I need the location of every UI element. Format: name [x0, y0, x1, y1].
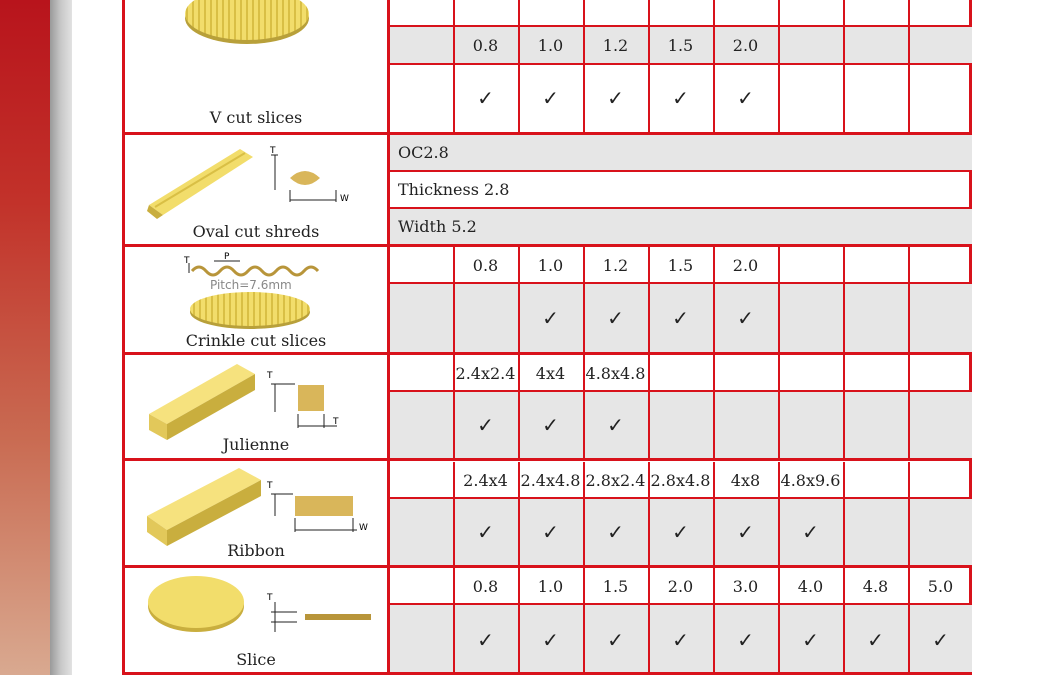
- check-mark: ✓: [867, 627, 884, 652]
- crinkle-wave-diagram: [182, 253, 332, 293]
- v-cut-row-label: [388, 64, 453, 132]
- slice-header-cell: [388, 568, 453, 604]
- product-label-crinkle: Crinkle cut slices: [185, 331, 327, 350]
- table-border-vertical: [713, 0, 715, 132]
- table-border-vertical: [583, 247, 585, 352]
- table-border-horizontal: [388, 63, 972, 65]
- table-border-horizontal: [388, 207, 972, 209]
- table-border-vertical: [778, 568, 780, 675]
- table-border-vertical: [453, 355, 455, 458]
- check-mark: ✓: [737, 305, 754, 330]
- crinkle-size-value: 1.0: [537, 255, 564, 275]
- table-border-vertical: [778, 462, 780, 565]
- check-mark: ✓: [737, 627, 754, 652]
- ribbon-cross-section-diagram: [265, 478, 375, 533]
- ribbon-size-value: 2.4x4: [463, 470, 508, 490]
- table-border-vertical: [843, 568, 845, 675]
- table-border-horizontal: [388, 170, 972, 172]
- v-cut-thickness-value: 0.8: [472, 36, 499, 55]
- table-border-vertical: [713, 355, 715, 458]
- thickness-letter: T: [267, 593, 273, 603]
- table-border-horizontal: [388, 25, 972, 27]
- v-cut-thickness-value: 1.5: [667, 36, 694, 55]
- table-border-vertical: [518, 247, 520, 352]
- oval-spec-thickness: Thickness 2.8: [398, 180, 510, 199]
- table-border-horizontal: [122, 458, 972, 461]
- table-border-horizontal: [122, 132, 972, 135]
- table-border-vertical: [778, 0, 780, 132]
- table-border-vertical: [908, 355, 910, 458]
- check-mark: ✓: [542, 86, 559, 110]
- table-border-vertical: [908, 568, 910, 675]
- table-border-vertical: [713, 568, 715, 675]
- ribbon-size-value: 4x8: [730, 470, 761, 490]
- table-border-vertical: [583, 568, 585, 675]
- crinkle-pitch-label: Pitch=7.6mm: [210, 278, 292, 292]
- thickness-letter: T: [333, 417, 339, 427]
- check-mark: ✓: [477, 86, 494, 110]
- table-border-vertical: [908, 462, 910, 565]
- table-border-vertical: [453, 247, 455, 352]
- check-mark: ✓: [672, 519, 689, 544]
- table-border-vertical: [648, 247, 650, 352]
- check-mark: ✓: [802, 519, 819, 544]
- julienne-size-value: 2.4x2.4: [455, 363, 516, 383]
- table-border-vertical: [843, 462, 845, 565]
- check-mark: ✓: [542, 627, 559, 652]
- ribbon-size-value: 2.4x4.8: [520, 470, 581, 490]
- table-border-vertical: [843, 247, 845, 352]
- ribbon-size-value: 2.8x2.4: [585, 470, 646, 490]
- julienne-header-cell: [388, 355, 453, 391]
- table-border-vertical: [518, 568, 520, 675]
- table-border-vertical: [518, 462, 520, 565]
- table-border-horizontal: [388, 282, 972, 284]
- slice-size-value: 3.0: [732, 576, 759, 596]
- check-mark: ✓: [802, 627, 819, 652]
- slice-size-value: 4.8: [862, 576, 889, 596]
- table-border-horizontal: [388, 390, 972, 392]
- oval-shred-stick-illustration: [145, 145, 255, 220]
- crinkle-size-value: 0.8: [472, 255, 499, 275]
- check-mark: ✓: [607, 519, 624, 544]
- crinkle-slice-illustration: [187, 290, 317, 330]
- slice-disc-illustration: [145, 574, 250, 636]
- table-border-vertical: [908, 0, 910, 132]
- table-border-vertical: [713, 462, 715, 565]
- product-label-ribbon: Ribbon: [227, 541, 285, 560]
- oval-cross-section-diagram: [268, 146, 358, 205]
- check-mark: ✓: [477, 627, 494, 652]
- check-mark: ✓: [477, 519, 494, 544]
- table-border-vertical: [453, 0, 455, 132]
- crinkle-size-value: 1.2: [602, 255, 629, 275]
- ribbon-header-cell: [388, 462, 453, 498]
- julienne-size-value: 4x4: [535, 363, 566, 383]
- julienne-stick-illustration: [145, 362, 265, 442]
- table-border-horizontal: [388, 497, 972, 499]
- ribbon-bar-illustration: [143, 466, 263, 551]
- table-border-vertical: [778, 247, 780, 352]
- check-mark: ✓: [672, 305, 689, 330]
- thickness-letter: T: [267, 481, 273, 491]
- product-label-oval: Oval cut shreds: [192, 222, 320, 241]
- thickness-letter: T: [270, 146, 276, 156]
- thickness-letter: T: [184, 256, 190, 266]
- width-letter: W: [359, 523, 368, 533]
- v-cut-slice-illustration: [180, 0, 320, 50]
- crinkle-size-value: 1.5: [667, 255, 694, 275]
- table-border-vertical: [843, 0, 845, 132]
- v-cut-thickness-value: 2.0: [732, 36, 759, 55]
- slice-size-value: 5.0: [927, 576, 954, 596]
- oval-spec-width: Width 5.2: [398, 217, 477, 236]
- table-border-vertical: [387, 0, 390, 675]
- table-border-vertical: [648, 462, 650, 565]
- slice-size-value: 1.5: [602, 576, 629, 596]
- slice-size-value: 1.0: [537, 576, 564, 596]
- oval-spec-code: OC2.8: [398, 142, 449, 162]
- julienne-size-value: 4.8x4.8: [585, 363, 646, 383]
- side-gray-band: [50, 0, 72, 675]
- check-mark: ✓: [542, 305, 559, 330]
- julienne-cross-section-diagram: [267, 368, 347, 430]
- check-mark: ✓: [607, 627, 624, 652]
- check-mark: ✓: [607, 412, 624, 437]
- check-mark: ✓: [542, 519, 559, 544]
- check-mark: ✓: [737, 86, 754, 110]
- table-border-vertical: [518, 0, 520, 132]
- table-border-vertical: [518, 355, 520, 458]
- check-mark: ✓: [607, 305, 624, 330]
- table-border-vertical: [648, 568, 650, 675]
- product-label-v-cut: V cut slices: [209, 108, 303, 127]
- table-border-vertical: [713, 247, 715, 352]
- product-label-julienne: Julienne: [222, 435, 290, 454]
- table-border-vertical: [453, 462, 455, 565]
- table-border-vertical: [648, 0, 650, 132]
- product-label-slice: Slice: [236, 650, 276, 669]
- check-mark: ✓: [607, 86, 624, 110]
- check-mark: ✓: [737, 519, 754, 544]
- pitch-letter: P: [224, 252, 230, 262]
- crinkle-header-cell: [388, 247, 453, 283]
- v-cut-thickness-value: 1.2: [602, 36, 629, 55]
- ribbon-size-value: 2.8x4.8: [650, 470, 711, 490]
- table-border-vertical: [583, 0, 585, 132]
- table-border-horizontal: [388, 603, 972, 605]
- thickness-letter: T: [267, 371, 273, 381]
- table-border-vertical: [648, 355, 650, 458]
- check-mark: ✓: [672, 86, 689, 110]
- check-mark: ✓: [542, 412, 559, 437]
- side-red-band: [0, 0, 50, 675]
- v-cut-thickness-value: 1.0: [537, 36, 564, 55]
- table-border-vertical: [843, 355, 845, 458]
- width-letter: W: [340, 194, 349, 204]
- table-border-vertical: [908, 247, 910, 352]
- check-mark: ✓: [932, 627, 949, 652]
- table-border-vertical: [583, 355, 585, 458]
- table-border-vertical: [583, 462, 585, 565]
- slice-size-value: 0.8: [472, 576, 499, 596]
- slice-size-value: 4.0: [797, 576, 824, 596]
- slice-size-value: 2.0: [667, 576, 694, 596]
- check-mark: ✓: [672, 627, 689, 652]
- ribbon-size-value: 4.8x9.6: [780, 470, 841, 490]
- check-mark: ✓: [477, 412, 494, 437]
- table-border-vertical: [778, 355, 780, 458]
- table-border-vertical: [453, 568, 455, 675]
- slice-cross-section-diagram: [265, 590, 375, 635]
- crinkle-size-value: 2.0: [732, 255, 759, 275]
